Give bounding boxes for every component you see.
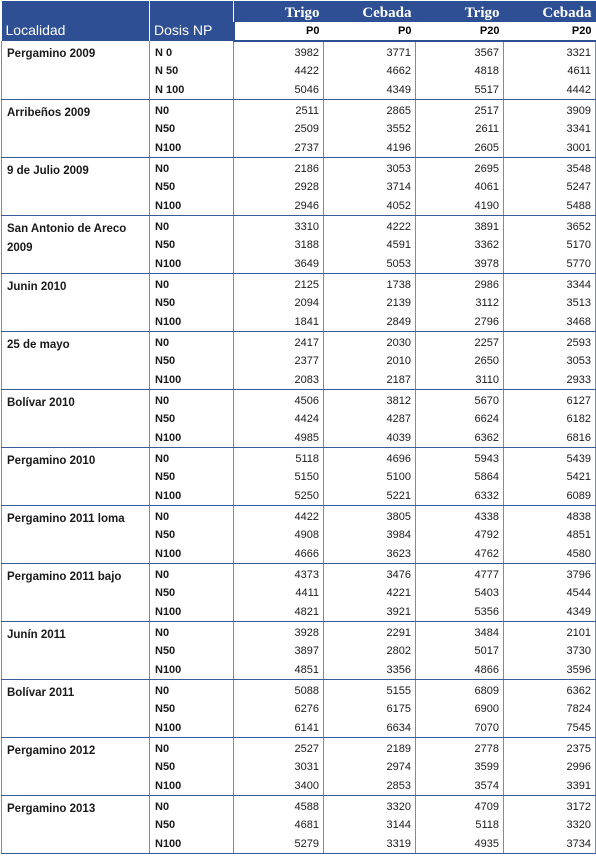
dose-cell: N0 (150, 448, 234, 469)
header-dosis-np: Dosis NP (150, 1, 234, 41)
dose-cell: N0 (150, 738, 234, 759)
value-cell: 6276 (234, 700, 324, 718)
dose-cell: N 100 (150, 80, 234, 100)
value-cell: 4422 (234, 506, 324, 527)
value-cell: 6089 (504, 486, 596, 506)
value-cell: 6362 (504, 680, 596, 701)
value-cell: 3356 (324, 660, 416, 680)
value-cell: 3796 (504, 564, 596, 585)
dose-cell: N0 (150, 332, 234, 353)
dose-cell: N100 (150, 370, 234, 390)
value-cell: 5421 (504, 468, 596, 486)
header-p-level-2: P0 (324, 22, 416, 41)
value-cell: 2865 (324, 100, 416, 121)
value-cell: 4851 (234, 660, 324, 680)
value-cell: 3391 (504, 776, 596, 796)
header-p-level-3: P20 (416, 22, 504, 41)
value-cell: 3909 (504, 100, 596, 121)
value-cell: 3320 (504, 816, 596, 834)
value-cell: 2417 (234, 332, 324, 353)
value-cell: 4588 (234, 796, 324, 817)
table-row (2, 680, 596, 701)
dose-cell: N50 (150, 642, 234, 660)
value-cell: 4338 (416, 506, 504, 527)
value-cell: 1841 (234, 312, 324, 332)
value-cell: 4442 (504, 80, 596, 100)
value-cell: 6127 (504, 390, 596, 411)
value-cell: 4221 (324, 584, 416, 602)
dose-cell: N0 (150, 274, 234, 295)
value-cell: 3053 (324, 158, 416, 179)
value-cell: 4349 (504, 602, 596, 622)
value-cell: 5864 (416, 468, 504, 486)
value-cell: 5403 (416, 584, 504, 602)
value-cell: 3144 (324, 816, 416, 834)
value-cell: 4411 (234, 584, 324, 602)
value-cell: 3001 (504, 138, 596, 158)
dose-cell: N100 (150, 196, 234, 216)
localidad-cell: 9 de Julio 2009 (2, 158, 150, 216)
value-cell: 3548 (504, 158, 596, 179)
value-cell: 2853 (324, 776, 416, 796)
dose-cell: N0 (150, 796, 234, 817)
value-cell: 3928 (234, 622, 324, 643)
value-cell: 2511 (234, 100, 324, 121)
table-row (2, 738, 596, 759)
value-cell: 6141 (234, 718, 324, 738)
value-cell: 3468 (504, 312, 596, 332)
value-cell: 3513 (504, 294, 596, 312)
value-cell: 3891 (416, 216, 504, 237)
value-cell: 3188 (234, 236, 324, 254)
value-cell: 2375 (504, 738, 596, 759)
value-cell: 5046 (234, 80, 324, 100)
dose-cell: N50 (150, 120, 234, 138)
value-cell: 7070 (416, 718, 504, 738)
value-cell: 2611 (416, 120, 504, 138)
value-cell: 6332 (416, 486, 504, 506)
value-cell: 3623 (324, 544, 416, 564)
value-cell: 4349 (324, 80, 416, 100)
localidad-cell: Arribeños 2009 (2, 100, 150, 158)
dose-cell: N100 (150, 776, 234, 796)
value-cell: 2737 (234, 138, 324, 158)
yield-table (1, 1, 596, 854)
value-cell: 6634 (324, 718, 416, 738)
header-crop-1: Trigo (234, 1, 324, 22)
value-cell: 4985 (234, 428, 324, 448)
value-cell: 3984 (324, 526, 416, 544)
value-cell: 4866 (416, 660, 504, 680)
localidad-cell: 25 de mayo (2, 332, 150, 390)
dose-cell: N50 (150, 468, 234, 486)
dose-cell: N50 (150, 758, 234, 776)
value-cell: 3599 (416, 758, 504, 776)
dose-cell: N50 (150, 294, 234, 312)
localidad-cell: Junin 2010 (2, 274, 150, 332)
value-cell: 4666 (234, 544, 324, 564)
value-cell: 2139 (324, 294, 416, 312)
value-cell: 5170 (504, 236, 596, 254)
value-cell: 4935 (416, 834, 504, 854)
value-cell: 3652 (504, 216, 596, 237)
localidad-cell: Pergamino 2009 (2, 41, 150, 100)
table-row (2, 158, 596, 179)
value-cell: 4662 (324, 62, 416, 80)
localidad-cell: Bolívar 2010 (2, 390, 150, 448)
value-cell: 2125 (234, 274, 324, 295)
value-cell: 4039 (324, 428, 416, 448)
value-cell: 5088 (234, 680, 324, 701)
value-cell: 3982 (234, 41, 324, 62)
dose-cell: N100 (150, 660, 234, 680)
value-cell: 4851 (504, 526, 596, 544)
localidad-cell: San Antonio de Areco 2009 (2, 216, 150, 274)
value-cell: 5150 (234, 468, 324, 486)
value-cell: 3714 (324, 178, 416, 196)
value-cell: 4222 (324, 216, 416, 237)
table-row (2, 41, 596, 62)
value-cell: 3734 (504, 834, 596, 854)
value-cell: 3567 (416, 41, 504, 62)
value-cell: 3649 (234, 254, 324, 274)
value-cell: 5250 (234, 486, 324, 506)
value-cell: 3320 (324, 796, 416, 817)
header-localidad: Localidad (2, 1, 150, 41)
dose-cell: N0 (150, 564, 234, 585)
value-cell: 6175 (324, 700, 416, 718)
value-cell: 5488 (504, 196, 596, 216)
value-cell: 2650 (416, 352, 504, 370)
dose-cell: N100 (150, 312, 234, 332)
value-cell: 4506 (234, 390, 324, 411)
localidad-cell: Bolívar 2011 (2, 680, 150, 738)
value-cell: 3400 (234, 776, 324, 796)
value-cell: 5155 (324, 680, 416, 701)
header-crop-3: Trigo (416, 1, 504, 22)
table-row (2, 100, 596, 121)
value-cell: 1738 (324, 274, 416, 295)
value-cell: 2933 (504, 370, 596, 390)
value-cell: 4838 (504, 506, 596, 527)
value-cell: 5279 (234, 834, 324, 854)
header-crop-4: Cebada (504, 1, 596, 22)
value-cell: 4611 (504, 62, 596, 80)
value-cell: 2527 (234, 738, 324, 759)
value-cell: 2377 (234, 352, 324, 370)
value-cell: 2996 (504, 758, 596, 776)
value-cell: 3574 (416, 776, 504, 796)
value-cell: 7824 (504, 700, 596, 718)
value-cell: 4762 (416, 544, 504, 564)
table-row (2, 506, 596, 527)
value-cell: 3552 (324, 120, 416, 138)
dose-cell: N0 (150, 506, 234, 527)
value-cell: 3112 (416, 294, 504, 312)
value-cell: 5517 (416, 80, 504, 100)
value-cell: 2928 (234, 178, 324, 196)
value-cell: 3341 (504, 120, 596, 138)
dose-cell: N0 (150, 100, 234, 121)
value-cell: 2802 (324, 642, 416, 660)
value-cell: 6182 (504, 410, 596, 428)
value-cell: 3596 (504, 660, 596, 680)
value-cell: 3321 (504, 41, 596, 62)
value-cell: 2030 (324, 332, 416, 353)
value-cell: 2778 (416, 738, 504, 759)
value-cell: 5118 (234, 448, 324, 469)
table-row (2, 332, 596, 353)
localidad-cell: Pergamino 2013 (2, 796, 150, 854)
dose-cell: N100 (150, 602, 234, 622)
dose-cell: N50 (150, 700, 234, 718)
value-cell: 4580 (504, 544, 596, 564)
value-cell: 4818 (416, 62, 504, 80)
value-cell: 3344 (504, 274, 596, 295)
dose-cell: N100 (150, 254, 234, 274)
value-cell: 5356 (416, 602, 504, 622)
dose-cell: N 0 (150, 41, 234, 62)
value-cell: 2257 (416, 332, 504, 353)
dose-cell: N100 (150, 486, 234, 506)
table-row (2, 564, 596, 585)
value-cell: 4190 (416, 196, 504, 216)
value-cell: 5118 (416, 816, 504, 834)
value-cell: 4373 (234, 564, 324, 585)
value-cell: 3362 (416, 236, 504, 254)
value-cell: 5247 (504, 178, 596, 196)
value-cell: 6362 (416, 428, 504, 448)
value-cell: 6809 (416, 680, 504, 701)
value-cell: 6900 (416, 700, 504, 718)
value-cell: 4052 (324, 196, 416, 216)
value-cell: 4777 (416, 564, 504, 585)
value-cell: 5221 (324, 486, 416, 506)
value-cell: 4591 (324, 236, 416, 254)
dose-cell: N100 (150, 834, 234, 854)
value-cell: 5439 (504, 448, 596, 469)
localidad-cell: Pergamino 2011 loma (2, 506, 150, 564)
dose-cell: N100 (150, 138, 234, 158)
value-cell: 3319 (324, 834, 416, 854)
value-cell: 3484 (416, 622, 504, 643)
dose-cell: N100 (150, 718, 234, 738)
value-cell: 3053 (504, 352, 596, 370)
table-row (2, 390, 596, 411)
dose-cell: N50 (150, 584, 234, 602)
table-row (2, 622, 596, 643)
value-cell: 2010 (324, 352, 416, 370)
value-cell: 2186 (234, 158, 324, 179)
table-row (2, 448, 596, 469)
dose-cell: N0 (150, 680, 234, 701)
dose-cell: N50 (150, 526, 234, 544)
value-cell: 3771 (324, 41, 416, 62)
table-header (2, 1, 596, 41)
value-cell: 3921 (324, 602, 416, 622)
value-cell: 2974 (324, 758, 416, 776)
value-cell: 6624 (416, 410, 504, 428)
value-cell: 2101 (504, 622, 596, 643)
value-cell: 2986 (416, 274, 504, 295)
localidad-cell: Pergamino 2010 (2, 448, 150, 506)
dose-cell: N50 (150, 816, 234, 834)
localidad-cell: Junín 2011 (2, 622, 150, 680)
value-cell: 2695 (416, 158, 504, 179)
value-cell: 2094 (234, 294, 324, 312)
dose-cell: N100 (150, 544, 234, 564)
value-cell: 4196 (324, 138, 416, 158)
dose-cell: N0 (150, 216, 234, 237)
table-row (2, 274, 596, 295)
value-cell: 3310 (234, 216, 324, 237)
dose-cell: N 50 (150, 62, 234, 80)
value-cell: 4821 (234, 602, 324, 622)
dose-cell: N0 (150, 390, 234, 411)
value-cell: 2849 (324, 312, 416, 332)
value-cell: 2946 (234, 196, 324, 216)
table-row (2, 796, 596, 817)
value-cell: 4544 (504, 584, 596, 602)
value-cell: 2291 (324, 622, 416, 643)
value-cell: 2083 (234, 370, 324, 390)
dose-cell: N0 (150, 622, 234, 643)
value-cell: 3031 (234, 758, 324, 776)
value-cell: 7545 (504, 718, 596, 738)
value-cell: 4422 (234, 62, 324, 80)
value-cell: 2593 (504, 332, 596, 353)
value-cell: 3897 (234, 642, 324, 660)
value-cell: 3805 (324, 506, 416, 527)
value-cell: 5770 (504, 254, 596, 274)
header-crop-2: Cebada (324, 1, 416, 22)
value-cell: 3110 (416, 370, 504, 390)
dose-cell: N50 (150, 236, 234, 254)
value-cell: 2796 (416, 312, 504, 332)
value-cell: 2605 (416, 138, 504, 158)
localidad-cell: Pergamino 2012 (2, 738, 150, 796)
dose-cell: N50 (150, 178, 234, 196)
value-cell: 2517 (416, 100, 504, 121)
value-cell: 3476 (324, 564, 416, 585)
value-cell: 4287 (324, 410, 416, 428)
table-body (2, 41, 596, 854)
value-cell: 5017 (416, 642, 504, 660)
header-p-level-1: P0 (234, 22, 324, 41)
value-cell: 5670 (416, 390, 504, 411)
dose-cell: N100 (150, 428, 234, 448)
value-cell: 2187 (324, 370, 416, 390)
dose-cell: N50 (150, 352, 234, 370)
value-cell: 2189 (324, 738, 416, 759)
value-cell: 4908 (234, 526, 324, 544)
value-cell: 4792 (416, 526, 504, 544)
value-cell: 3172 (504, 796, 596, 817)
value-cell: 3812 (324, 390, 416, 411)
value-cell: 2509 (234, 120, 324, 138)
table-row (2, 216, 596, 237)
header-p-level-4: P20 (504, 22, 596, 41)
value-cell: 3730 (504, 642, 596, 660)
value-cell: 3978 (416, 254, 504, 274)
value-cell: 4061 (416, 178, 504, 196)
value-cell: 5943 (416, 448, 504, 469)
value-cell: 4681 (234, 816, 324, 834)
dose-cell: N0 (150, 158, 234, 179)
value-cell: 5053 (324, 254, 416, 274)
value-cell: 6816 (504, 428, 596, 448)
value-cell: 5100 (324, 468, 416, 486)
value-cell: 4424 (234, 410, 324, 428)
localidad-cell: Pergamino 2011 bajo (2, 564, 150, 622)
value-cell: 4709 (416, 796, 504, 817)
dose-cell: N50 (150, 410, 234, 428)
value-cell: 4696 (324, 448, 416, 469)
